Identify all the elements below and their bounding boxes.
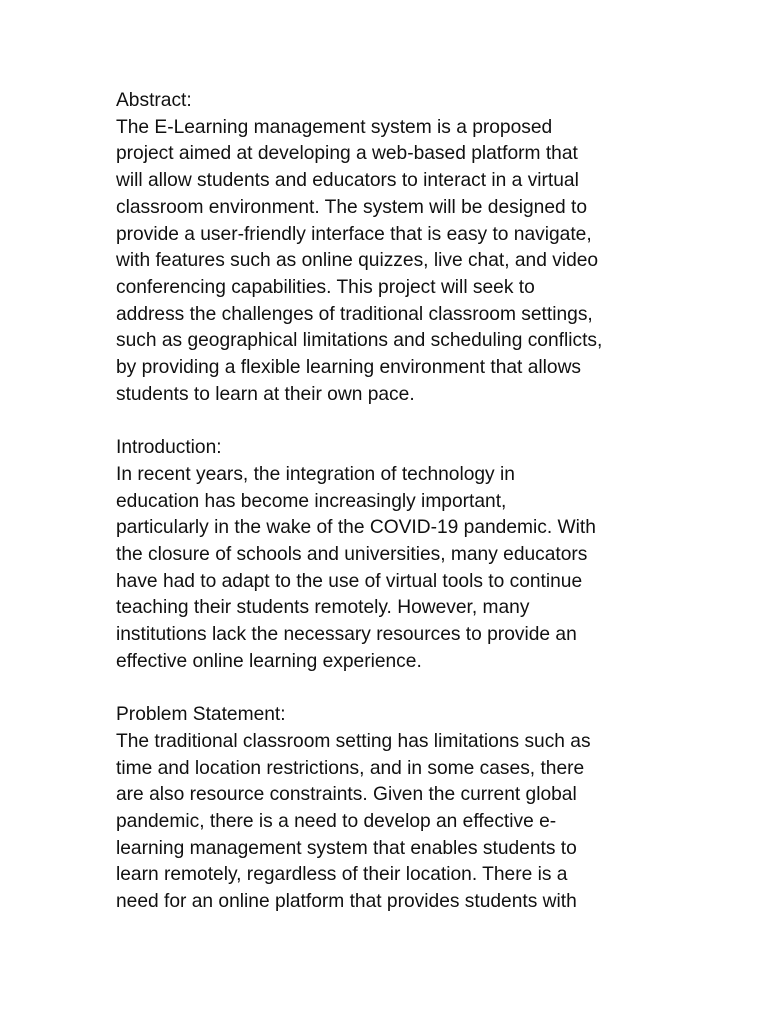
text-line: effective online learning experience.	[116, 650, 422, 672]
section-heading: Problem Statement:	[116, 704, 286, 726]
problem-statement-paragraph	[116, 729, 716, 916]
abstract-paragraph	[116, 115, 716, 409]
text-line: the closure of schools and universities, many educators	[116, 543, 588, 565]
text-line: project aimed at developing a web-based platform that	[116, 143, 578, 165]
text-line: provide a user-friendly interface that is easy to navigate,	[116, 223, 592, 245]
text-line: institutions lack the necessary resources to provide an	[116, 624, 577, 646]
text-line: such as geographical limitations and scheduling conflicts,	[116, 330, 603, 352]
text-line: In recent years, the integration of technology in	[116, 463, 515, 485]
text-line: are also resource constraints. Given the current global	[116, 784, 577, 806]
text-line: classroom environment. The system will be designed to	[116, 196, 588, 218]
text-line: by providing a flexible learning environment that allows	[116, 357, 582, 379]
text-line: will allow students and educators to interact in a virtual	[116, 170, 579, 192]
text-line: teaching their students remotely. However, many	[116, 597, 530, 619]
introduction-section	[116, 435, 716, 675]
text-line: have had to adapt to the use of virtual tools to continue	[116, 570, 583, 592]
text-line: with features such as online quizzes, live chat, and video	[116, 250, 599, 272]
document-body	[116, 88, 716, 942]
problem-statement-section	[116, 702, 716, 916]
section-heading: Abstract:	[116, 90, 192, 111]
text-line: need for an online platform that provides students with	[116, 891, 577, 913]
text-line: students to learn at their own pace.	[116, 383, 415, 405]
text-line: The traditional classroom setting has limitations such as	[116, 730, 591, 752]
text-line: The E-Learning management system is a proposed	[116, 116, 553, 138]
text-line: learn remotely, regardless of their location. There is a	[116, 864, 568, 886]
section-heading: Introduction:	[116, 437, 222, 459]
text-line: conferencing capabilities. This project will seek to	[116, 276, 535, 298]
text-line: address the challenges of traditional classroom settings,	[116, 303, 593, 325]
text-line: learning management system that enables students to	[116, 837, 577, 859]
text-line: particularly in the wake of the COVID-19 pandemic. With	[116, 517, 596, 539]
introduction-paragraph	[116, 462, 716, 676]
abstract-section	[116, 88, 716, 408]
text-line: education has become increasingly important,	[116, 490, 507, 512]
text-line: pandemic, there is a need to develop an effective e-	[116, 810, 557, 832]
text-line: time and location restrictions, and in some cases, there	[116, 757, 585, 779]
